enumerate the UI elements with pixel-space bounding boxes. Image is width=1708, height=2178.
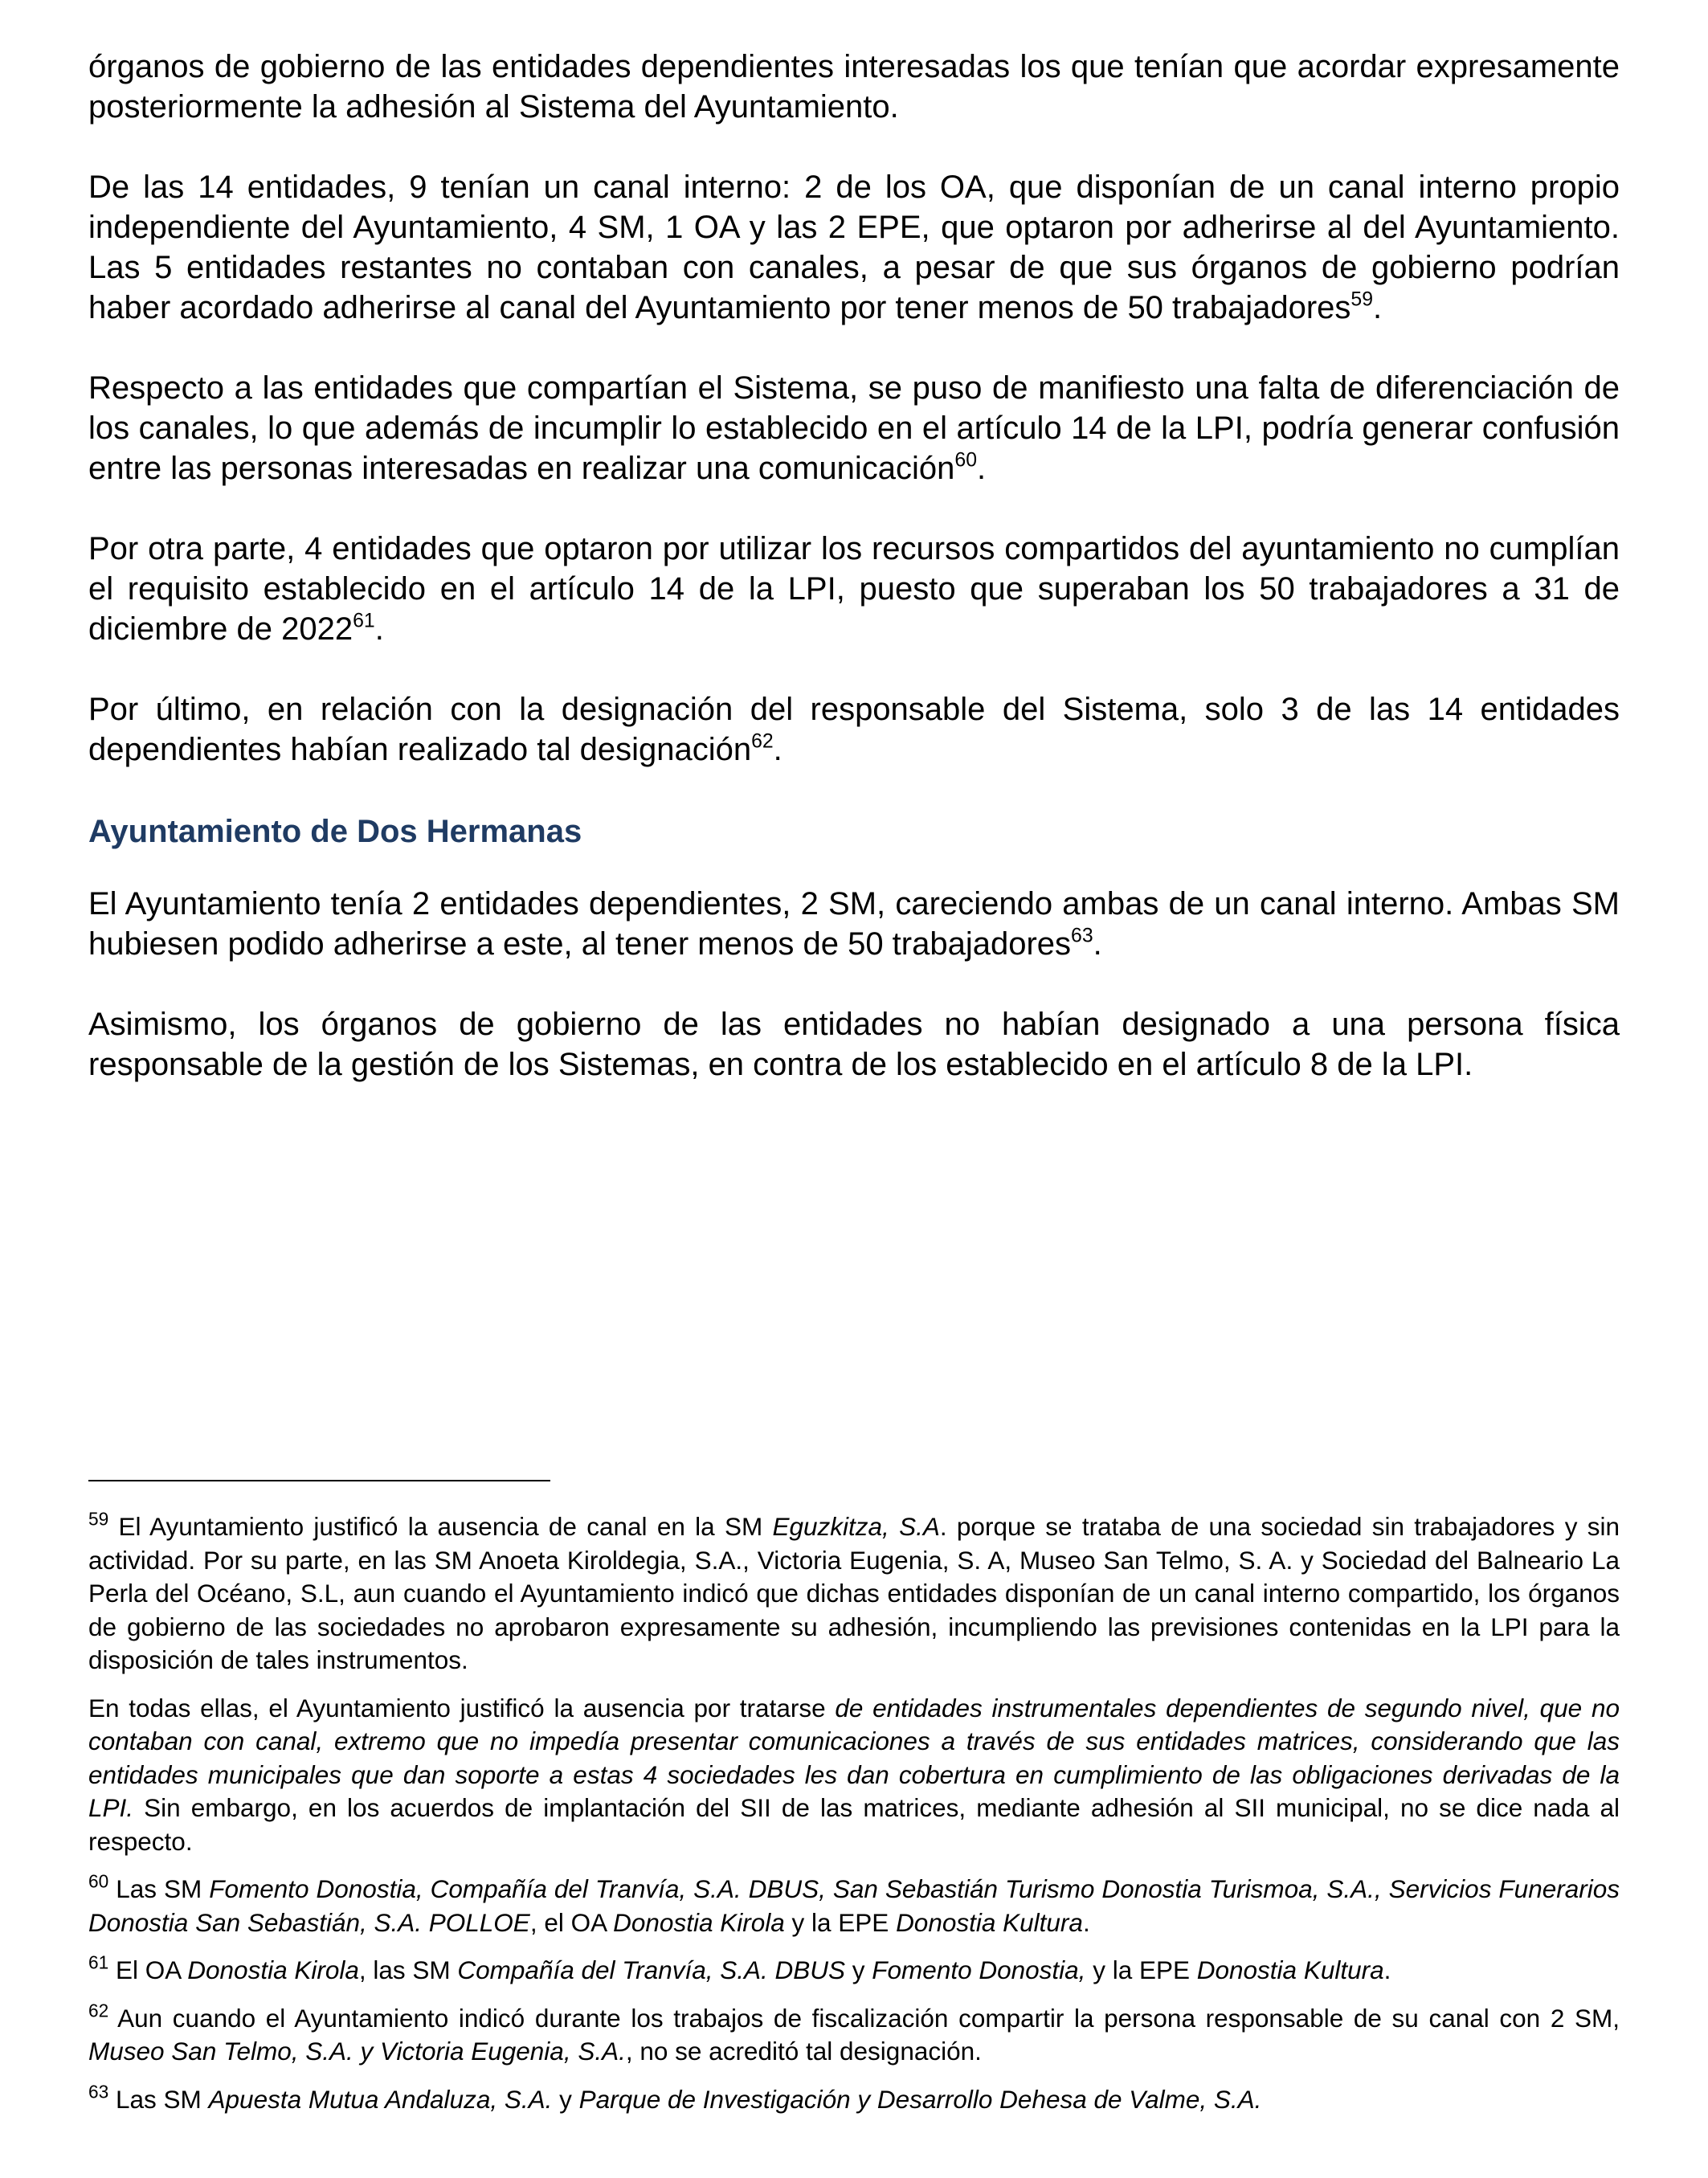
paragraph-5: Por último, en relación con la designación del responsable del Sistema, solo 3 de las 14 entidades dependientes habían realizado tal designación$^{62}$. — [88, 692, 1620, 767]
footnote-59-continued: En todas ellas, el Ayuntamiento justificó la ausencia por tratarse de entidades instrumentales dependientes de segundo nivel, que no contaban con canal, extremo que no impedía presentar comunicaciones a través de sus entidades matrices, considerando que las entidades municipales que dan soporte a estas 4 sociedades les dan cobertura en cumplimiento de las obligaciones derivadas de la LPI. Sin embargo, en los acuerdos de implantación del SII de las matrices, mediante adhesión al SII municipal, no se dice nada al respecto. — [88, 1693, 1620, 1856]
section-heading: Ayuntamiento de Dos Hermanas — [88, 814, 582, 849]
paragraph-1: órganos de gobierno de las entidades dependientes interesadas los que tenían que acordar expresamente posteriormente la adhesión al Sistema del Ayuntamiento. — [88, 49, 1620, 125]
footnote-ref-59[interactable]: 59 — [1350, 288, 1373, 311]
footnote-ref-63[interactable]: 63 — [1071, 925, 1093, 947]
section-paragraph-2: Asimismo, los órganos de gobierno de las entidades no habían designado a una persona física responsable de la gestión de los Sistemas, en contra de los establecido en el artículo 8 de la LPI. — [88, 1007, 1620, 1082]
footnote-ref-61[interactable]: 61 — [353, 610, 375, 632]
paragraph-2: De las 14 entidades, 9 tenían un canal interno: 2 de los OA, que disponían de un canal interno propio independiente del Ayuntamiento, 4 SM, 1 OA y las 2 EPE, que optaron por adherirse al del Ayuntamiento. Las 5 entidades restantes no contaban con canales, a pesar de que sus órganos de gobierno podrían haber acordado adherirse al canal del Ayuntamiento por tener menos de 50 trabajadores$^{59}$. — [88, 170, 1620, 325]
paragraph-4: Por otra parte, 4 entidades que optaron por utilizar los recursos compartidos del ayuntamiento no cumplían el requisito establecido en el artículo 14 de la LPI, puesto que superaban los 50 trabajadores a 31 de diciembre de 2022$^{61}$. — [88, 531, 1620, 647]
paragraph-3: Respecto a las entidades que compartían el Sistema, se puso de manifiesto una falta de diferenciación de los canales, lo que además de incumplir lo establecido en el artículo 14 de la LPI, podría generar confusión entre las personas interesadas en realizar una comunicación$^{60}$. — [88, 370, 1620, 486]
footnote-62: $^{62}$ Aun cuando el Ayuntamiento indicó durante los trabajos de fiscalización compartir la persona responsable de su canal con 2 SM, Museo San Telmo, S.A. y Victoria Eugenia, S.A., no se acreditó tal designación. — [88, 2000, 1620, 2066]
footnote-60: $^{60}$ Las SM Fomento Donostia, Compañía del Tranvía, S.A. DBUS, San Sebastián Turismo Donostia Turismoa, S.A., Servicios Funerarios Donostia San Sebastián, S.A. POLLOE, el OA Donostia Kirola y la EPE Donostia Kultura. — [88, 1870, 1620, 1937]
footnote-ref-62[interactable]: 62 — [751, 730, 774, 753]
footnotes — [88, 1510, 1620, 2131]
footnote-61: $^{61}$ El OA Donostia Kirola, las SM Compañía del Tranvía, S.A. DBUS y Fomento Donostia, y la EPE Donostia Kultura. — [88, 1951, 1391, 1984]
footnote-separator — [88, 1480, 550, 1481]
footnote-ref-60[interactable]: 60 — [954, 449, 977, 472]
footnote-63: $^{63}$ Las SM Apuesta Mutua Andaluza, S.A. y Parque de Investigación y Desarrollo Dehesa de Valme, S.A. — [88, 2081, 1262, 2114]
footnote-59: $^{59}$ El Ayuntamiento justificó la ausencia de canal en la SM Eguzkitza, S.A. porque se trataba de una sociedad sin trabajadores y sin actividad. Por su parte, en las SM Anoeta Kiroldegia, S.A., Victoria Eugenia, S. A, Museo San Telmo, S. A. y Sociedad del Balneario La Perla del Océano, S.L, aun cuando el Ayuntamiento indicó que dichas entidades disponían de un canal interno compartido, los órganos de gobierno de las sociedades no aprobaron expresamente su adhesión, incumpliendo las previsiones contenidas en la LPI para la disposición de tales instrumentos. — [88, 1508, 1620, 1674]
section-paragraph-1: El Ayuntamiento tenía 2 entidades dependientes, 2 SM, careciendo ambas de un canal interno. Ambas SM hubiesen podido adherirse a este, al tener menos de 50 trabajadores$^{63}$. — [88, 886, 1620, 962]
